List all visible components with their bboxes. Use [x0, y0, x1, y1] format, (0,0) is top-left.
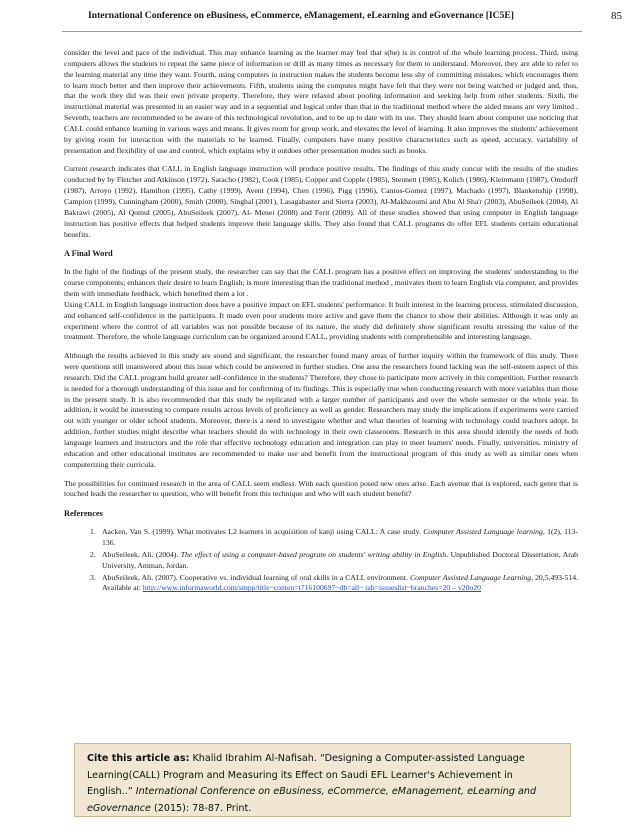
body-paragraph: Current research indicates that CALL in English language instruction will produce positive results. The findings of this study concur with the results of the studies conducted by by Fletcher and Atkinson (1972), Saracho (1982), Cook (1985), Copper and Copple (1985), Stennett (1985), Kolich (1986), Kleinmann (1987), Orndorff (1987), Arroyo (1992), Hamilton (1995), Cathy (1999), Avent (1994), Chen (1996), Pigg (1996), Cantos-Gomez (1997), Machado (1997), Blankenship (1998), Campion (1999), Cunningham (2000), Smith (2000), Singhal (2001), Lasagabaster and Sierra (2003), Al-Makhzoumi and Abu Al Sha'r (2003), AbuSeileek (2004), Al Bakrawi (2005), Al Qomul (2005), AbuSeileek (2007), Al- Menei (2008) and Ferit (2009). All of these studies showed that using computer in English language instruction has positive effects that helped students improve their language skills. They also found that CALL programs do offer EFL students certain educational benefits.: [64, 164, 578, 239]
reference-item: [64, 527, 578, 549]
citation-box: [74, 743, 571, 817]
reference-number: 2.: [90, 549, 96, 559]
reference-link[interactable]: http://www.informaworld.com/smpp/title~conten=t716100697~db=all~ tab=issueslist~branches=20 – v20o20: [142, 583, 482, 593]
reference-number: 3.: [90, 572, 96, 582]
citation-venue: International Conference on eBusiness, eCommerce, eManagement, eLearning and eGovernance: [87, 786, 537, 814]
reference-item: [64, 573, 578, 595]
page-number: 85: [611, 10, 622, 22]
citation-text: Khalid Ibrahim Al-Nafisah. “Designing a Computer-assisted Language Learning(CALL) Program and Measuring its Effect on Saudi EFL Learner's Achievement in English..”: [87, 753, 525, 797]
reference-journal: Computer Assisted Language learning: [423, 527, 543, 537]
body-paragraph: Using CALL in English language instruction does have a positive impact on EFL students' performance. It built interest in the learning process, stimulated discussion, and enhanced self-confidence in the participants. It made even poor students more active and gave them the chance to show their abilities. Although it was only an experiment where the control of all variables was not possible because of its nature, the study did definitely show significant results stressing the value of the treatment. Therefore, the whole language curriculum can be organized around CALL, providing students with comprehensible and interesting language.: [64, 299, 578, 342]
body-paragraph: In the light of the findings of the present study, the researcher can say that the CALL program has a positive effect on improving the students' understanding to the course components; enhances their desire to learn English; is more interesting than the traditional method , motivates them to learn English via computer, and provides them with immediate feedback, which benefited them a lot .: [64, 267, 578, 299]
body-paragraph: consider the level and pace of the individual. This may enhance learning as the learner may feel that s(he) is in control of the whole learning process. Third, using computers allows the students to repeat the same piece of information or drill as many times as necessary for them to understand. Moreover, they are able to refer to the learning material any time they want. Fourth, using computers in instruction makes the students become less shy of committing mistakes, which encourages them to learn much better and then improve their achievements. Fifth, students using the computes might have felt that they were not being watched or judged and, thus, that the work they did was their own private property. Therefore, they were relaxed about pooling information and seeking help from other students. Sixth, the instructional material was presented in an easier way and in a sequential and logical order than that in the traditional method where the aided means are very limited . Seventh, teachers are recommended to be aware of this technological revolution, and to be up to date with its use. They should learn about computer use noticing that CALL could enhance learning in various ways and means. It gives room for group work, and elevates the level of learning. It also improves the students' achievement by giving room for interaction with the materials to be learned. Finally, computers have many positive characteristics such as speed, accuracy, variability of presentation and flexibility of use and control, which explains why it outdoes other presentation modes such as books.: [64, 48, 578, 155]
reference-journal: Computer Assisted Language Learning: [410, 572, 532, 582]
reference-text: Aacken, Van S. (1999). What motivates L2 learners in acquisition of kanji using CALL: A case study.: [102, 527, 424, 537]
header-divider: [62, 31, 582, 32]
body-paragraph: Although the results achieved in this study are sound and significant, the researcher found many areas of further inquiry within the framework of this study. There were questions still unanswered about this issue which could be answered in further studies. One area the researchers found lacking was the self-esteem aspect of this research. Did the CALL program build greater self-confidence in the students? Therefore, they chose to participate more actively in this competition. Further research is needed for a thorough understanding of this issue and for confirming of its findings. This is especially true when conducting research with more variables than those in the present study. It is also recommended that this study be replicated with a larger number of participants and over the whole semester or the whole year. In addition, it would be interesting to compare results across levels of proficiency as well as gender. Researchers may study the implications if experiments were carried out with younger or older school students. Moreover, there is a need to investigate whether and what theories of learning with technology could teachers adopt. In addition, further studies might describe what teachers should do with technology in their own classrooms. Research in this area should identify the needs of both language learners and instructors and the role that effective technology education and integration can play to meet learners' needs. Finally, universities, ministry of education and other educational institutes are recommended to make use and benefit from the instructional program of this study as well as similar ones when computerizing their curricula.: [64, 351, 578, 469]
body-paragraph: The possibilities for continued research in the area of CALL seem endless. With each question posed new ones arise. Each avenue that is explored, each genre that is touched leads the researcher to question, who will benefit from this technique and who will each student benefit?: [64, 478, 578, 499]
section-heading-references: References: [64, 509, 103, 519]
reference-item: [64, 550, 578, 572]
article-body: [64, 48, 578, 595]
reference-number: 1.: [90, 527, 96, 537]
citation-label: Cite this article as:: [87, 753, 190, 764]
reference-list: [64, 527, 578, 594]
running-header: International Conference on eBusiness, eCommerce, eManagement, eLearning and eGovernance [IC5E]: [88, 10, 514, 21]
section-heading-final-word: A Final Word: [64, 249, 113, 259]
reference-text: AbuSeileek, Ali. (2007). Cooperative vs. individual learning of oral skills in a CALL environment.: [102, 572, 411, 582]
reference-tail: , 1(2), 113-136.: [102, 527, 578, 548]
reference-text: AbuSeileek, Ali. (2004).: [102, 549, 181, 559]
reference-title: The effect of using a computer-based program on students' writing ability in English: [180, 549, 447, 559]
citation-tail: (2015): 78-87. Print.: [150, 802, 252, 814]
reference-tail: , 20,5,493-514. Available at:: [102, 572, 579, 593]
reference-tail: . Unpublished Doctoral Dissertation, Arab University, Amman, Jordan.: [102, 549, 579, 570]
